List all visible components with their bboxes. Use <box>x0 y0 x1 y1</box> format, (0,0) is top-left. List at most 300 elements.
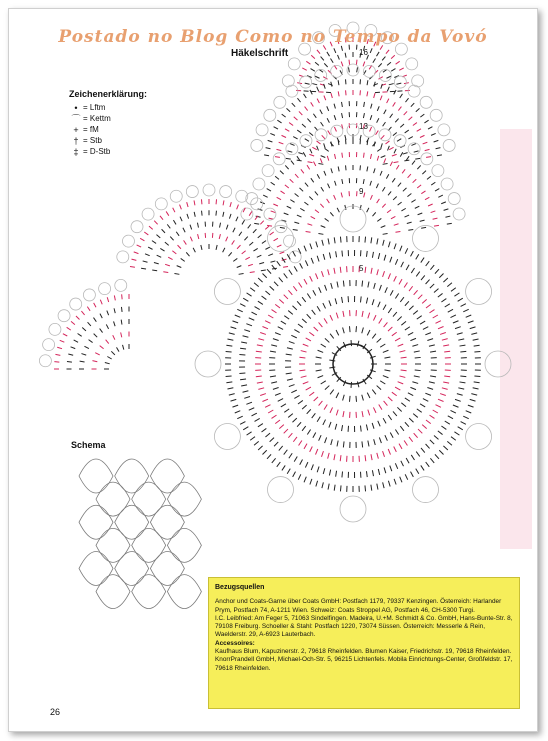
stitch-mark <box>429 310 434 313</box>
stitch-mark <box>376 52 379 56</box>
stitch-mark <box>306 231 311 232</box>
chain-loop <box>256 124 268 136</box>
stitch-mark <box>242 220 245 224</box>
stitch-mark <box>117 347 120 351</box>
stitch-mark <box>388 327 392 331</box>
stitch-mark <box>249 242 253 245</box>
stitch-mark <box>334 485 335 491</box>
stitch-mark <box>377 148 381 151</box>
stitch-mark <box>197 223 198 228</box>
stitch-mark <box>310 243 312 249</box>
stitch-mark <box>114 295 115 300</box>
stitch-mark <box>194 212 195 217</box>
stitch-mark <box>440 332 446 334</box>
stitch-mark <box>338 80 339 85</box>
stitch-mark <box>397 139 401 142</box>
stitch-mark <box>474 351 480 352</box>
stitch-mark <box>383 376 389 378</box>
stitch-mark <box>368 313 370 319</box>
stitch-mark <box>257 345 263 346</box>
stitch-mark <box>317 50 320 54</box>
chain-loop <box>49 323 61 335</box>
stitch-mark <box>431 182 435 185</box>
stitch-mark <box>249 211 252 215</box>
stitch-mark <box>279 425 284 429</box>
stitch-mark <box>60 340 65 342</box>
stitch-mark <box>413 414 418 418</box>
stitch-mark <box>284 213 289 215</box>
stitch-mark <box>293 137 297 139</box>
stitch-mark <box>298 153 303 154</box>
stitch-mark <box>288 414 293 418</box>
stitch-mark <box>288 290 292 295</box>
stitch-mark <box>391 55 395 58</box>
stitch-mark <box>383 164 388 165</box>
stitch-mark <box>310 479 312 485</box>
stitch-mark <box>82 328 86 331</box>
stitch-mark <box>422 299 427 303</box>
stitch-mark <box>180 217 182 222</box>
chain-loop <box>251 198 263 210</box>
stitch-mark <box>258 424 263 427</box>
stitch-mark <box>313 433 316 438</box>
stitch-mark <box>474 376 480 377</box>
stitch-mark <box>268 254 273 256</box>
center-ring <box>333 344 373 384</box>
stitch-mark <box>378 421 380 427</box>
stitch-mark <box>384 401 388 406</box>
stitch-mark <box>267 454 271 458</box>
stitch-mark <box>266 148 271 149</box>
stitch-mark <box>390 466 392 472</box>
stitch-mark <box>370 48 372 53</box>
stitch-mark <box>409 286 413 291</box>
stitch-mark <box>379 285 381 291</box>
stitch-mark <box>254 223 259 224</box>
stitch-mark <box>334 268 335 274</box>
stitch-mark <box>416 254 419 259</box>
stitch-mark <box>340 455 341 461</box>
stitch-mark <box>160 248 164 251</box>
stitch-mark <box>173 220 176 224</box>
stitch-mark <box>265 433 270 437</box>
stitch-mark <box>342 297 343 303</box>
chain-loop <box>466 279 492 305</box>
stitch-mark <box>411 268 414 273</box>
stitch-mark <box>430 440 434 444</box>
chain-loop <box>300 76 312 88</box>
stitch-mark <box>334 104 335 109</box>
stitch-mark <box>262 241 266 244</box>
stitch-mark <box>334 237 335 243</box>
stitch-mark <box>366 251 367 257</box>
stitch-mark <box>425 333 431 335</box>
stitch-mark <box>300 188 304 191</box>
stitch-mark <box>321 122 324 126</box>
stitch-mark <box>407 222 412 223</box>
stitch-mark <box>447 223 452 224</box>
stitch-mark <box>294 395 299 398</box>
stitch-mark <box>383 122 386 126</box>
stitch-mark <box>315 449 317 455</box>
stitch-mark <box>308 162 313 163</box>
stitch-mark <box>367 393 370 398</box>
stitch-mark <box>334 454 335 460</box>
stitch-mark <box>273 204 278 206</box>
stitch-mark <box>425 149 430 150</box>
stitch-mark <box>413 123 417 126</box>
stitch-mark <box>400 297 404 302</box>
stitch-mark <box>237 416 242 419</box>
suppliers-box <box>208 577 520 709</box>
stitch-mark <box>360 426 361 432</box>
stitch-mark <box>325 437 327 443</box>
stitch-mark <box>421 191 425 194</box>
stitch-mark <box>152 270 157 271</box>
stitch-mark <box>379 405 382 410</box>
stitch-mark <box>366 425 367 431</box>
stitch-mark <box>343 441 344 447</box>
stitch-mark <box>343 281 344 287</box>
chain-loop <box>340 496 366 522</box>
stitch-mark <box>470 327 476 329</box>
stitch-mark <box>281 321 286 324</box>
stitch-mark <box>345 135 346 140</box>
stitch-mark <box>470 399 476 401</box>
stitch-mark <box>325 148 329 151</box>
stitch-mark <box>334 48 336 53</box>
stitch-mark <box>287 469 290 474</box>
chain-loop <box>186 186 198 198</box>
stitch-mark <box>237 205 239 210</box>
stitch-mark <box>400 246 402 252</box>
stitch-mark <box>330 59 333 63</box>
stitch-mark <box>226 225 228 230</box>
stitch-mark <box>365 267 366 273</box>
stitch-mark <box>415 158 420 159</box>
stitch-mark <box>400 426 404 431</box>
stitch-mark <box>309 132 313 135</box>
stitch-mark <box>337 282 338 288</box>
stitch-mark <box>423 327 428 330</box>
stitch-mark <box>390 290 393 295</box>
stitch-mark <box>306 61 310 64</box>
stitch-mark <box>302 319 306 323</box>
stitch-mark <box>284 273 288 278</box>
stitch-mark <box>281 404 286 407</box>
single-crochet-icon: + <box>73 124 79 135</box>
stitch-mark <box>401 208 405 211</box>
chain-loop <box>466 424 492 450</box>
stitch-mark <box>438 326 444 328</box>
stitch-mark <box>216 245 217 250</box>
stitch-mark <box>363 113 364 118</box>
stitch-mark <box>323 468 325 474</box>
stitch-mark <box>471 333 477 334</box>
stitch-mark <box>458 298 463 301</box>
stitch-mark <box>317 99 319 103</box>
stitch-mark <box>309 392 314 396</box>
stitch-mark <box>232 405 238 407</box>
stitch-mark <box>277 245 282 247</box>
stitch-mark <box>290 144 295 146</box>
stitch-mark <box>89 340 93 343</box>
stitch-mark <box>338 91 339 96</box>
stitch-mark <box>268 315 273 318</box>
stitch-mark <box>318 164 323 165</box>
stitch-mark <box>244 397 250 399</box>
stitch-mark <box>246 324 252 326</box>
stitch-mark <box>391 69 395 72</box>
stitch-mark <box>379 318 382 323</box>
stitch-mark <box>277 462 281 467</box>
stitch-mark <box>243 298 248 301</box>
stitch-mark <box>114 321 116 326</box>
stitch-mark <box>265 226 269 229</box>
stitch-mark <box>415 357 421 358</box>
stitch-mark <box>409 418 413 422</box>
stitch-mark <box>279 277 283 282</box>
diagram-title: Häkelschrift <box>231 48 289 59</box>
stitch-mark <box>408 174 411 178</box>
stitch-mark <box>343 327 345 333</box>
schema-motif <box>79 505 113 539</box>
stitch-mark <box>378 469 379 475</box>
stitch-mark <box>458 339 464 340</box>
stitch-mark <box>105 363 110 364</box>
stitch-mark <box>395 293 398 298</box>
stitch-mark <box>240 348 246 349</box>
stitch-mark <box>331 93 332 98</box>
stitch-mark <box>372 334 376 339</box>
stitch-mark <box>244 237 247 241</box>
stitch-mark <box>362 327 364 333</box>
stitch-mark <box>437 155 442 156</box>
stitch-mark <box>390 161 392 165</box>
stitch-mark <box>154 221 157 225</box>
stitch-mark <box>439 450 443 454</box>
stitch-mark <box>313 290 316 295</box>
stitch-mark <box>435 189 439 192</box>
legend-title: Zeichenerklärung: <box>69 89 148 99</box>
stitch-mark <box>287 348 293 349</box>
stitch-mark <box>290 179 294 182</box>
stitch-mark <box>409 117 413 120</box>
stitch-mark <box>258 339 264 341</box>
stitch-mark <box>381 143 382 148</box>
stitch-mark <box>121 307 122 312</box>
stitch-mark <box>388 242 390 248</box>
stitch-mark <box>223 248 225 252</box>
stitch-mark <box>167 224 170 228</box>
stitch-mark <box>321 57 324 61</box>
stitch-mark <box>180 205 182 210</box>
stitch-mark <box>324 84 326 89</box>
stitch-mark <box>170 237 173 241</box>
stitch-mark <box>292 418 296 422</box>
stitch-mark <box>331 439 333 445</box>
stitch-mark <box>279 142 284 144</box>
stitch-mark <box>229 214 231 219</box>
round-number: 16 <box>359 48 368 57</box>
stitch-mark <box>237 266 242 268</box>
stitch-mark <box>420 404 425 407</box>
stitch-mark <box>428 204 433 206</box>
chain-loop <box>441 178 453 190</box>
stitch-mark <box>71 347 76 349</box>
stitch-mark <box>311 258 313 264</box>
stitch-mark <box>396 165 399 169</box>
stitch-mark <box>433 315 438 318</box>
stitch-mark <box>278 327 283 330</box>
stitch-mark <box>334 115 336 120</box>
stitch-mark <box>346 165 347 170</box>
stitch-mark <box>434 140 439 142</box>
stitch-mark <box>473 388 479 389</box>
stitch-mark <box>412 161 415 165</box>
chain-loop <box>413 225 439 251</box>
stitch-mark <box>362 411 363 417</box>
stitch-mark <box>424 120 428 123</box>
schema-motif <box>150 505 184 539</box>
stitch-mark <box>393 132 397 135</box>
stitch-mark <box>277 261 281 266</box>
stitch-mark <box>254 283 259 287</box>
stitch-mark <box>430 351 436 352</box>
stitch-mark <box>416 469 419 474</box>
stitch-mark <box>411 455 414 460</box>
schema-motif <box>150 459 184 493</box>
stitch-mark <box>392 154 397 156</box>
stitch-mark <box>239 274 244 275</box>
stitch-mark <box>94 334 98 338</box>
chain-loop <box>413 477 439 503</box>
stitch-mark <box>411 144 416 146</box>
stitch-mark <box>362 441 363 447</box>
stitch-mark <box>410 338 416 340</box>
stitch-mark <box>430 265 434 270</box>
stitch-mark <box>418 429 422 433</box>
stitch-mark <box>315 62 319 65</box>
stitch-mark <box>443 278 447 282</box>
stitch-mark <box>268 410 273 413</box>
stitch-mark <box>325 218 329 221</box>
stitch-mark <box>374 168 375 173</box>
stitch-mark <box>57 347 62 348</box>
stitch-mark <box>371 237 372 243</box>
round-number: 13 <box>359 122 368 131</box>
stitch-mark <box>312 310 316 315</box>
stitch-mark <box>111 351 115 355</box>
stitch-mark <box>328 269 330 275</box>
stitch-mark <box>445 421 450 424</box>
stitch-mark <box>328 184 330 189</box>
schema-motif <box>167 528 201 562</box>
stitch-mark <box>373 315 376 320</box>
symbol-legend <box>69 89 147 157</box>
stitch-mark <box>431 211 436 213</box>
chain-loop <box>214 279 240 305</box>
stitch-mark <box>165 264 170 266</box>
stitch-mark <box>383 418 386 423</box>
stitch-mark <box>398 107 401 111</box>
stitch-mark <box>371 268 372 274</box>
stitch-mark <box>349 326 350 332</box>
stitch-mark <box>377 238 378 244</box>
stitch-mark <box>324 318 327 323</box>
stitch-mark <box>280 191 284 194</box>
schema-motif <box>79 459 113 493</box>
stitch-mark <box>280 252 285 254</box>
stitch-mark <box>121 320 122 325</box>
stitch-mark <box>416 452 420 457</box>
stitch-mark <box>405 398 410 401</box>
stitch-mark <box>329 300 331 306</box>
stitch-mark <box>71 321 75 324</box>
stitch-mark <box>121 332 122 337</box>
stitch-mark <box>270 232 274 235</box>
stitch-mark <box>275 176 279 179</box>
stitch-mark <box>436 321 441 324</box>
stitch-mark <box>380 381 385 384</box>
stitch-mark <box>280 227 285 228</box>
stitch-mark <box>330 334 334 339</box>
stitch-mark <box>277 120 281 123</box>
stitch-mark <box>398 183 401 187</box>
stitch-mark <box>315 273 317 279</box>
stitch-mark <box>322 482 323 488</box>
legend-item: ‡ = D-Stb <box>69 146 147 157</box>
stitch-mark <box>422 425 427 429</box>
double-crochet-icon: † <box>73 135 79 146</box>
stitch-mark <box>357 381 358 387</box>
stitch-mark <box>152 241 156 244</box>
stitch-mark <box>149 226 153 229</box>
stitch-mark <box>271 382 277 383</box>
stitch-mark <box>262 296 267 300</box>
stitch-mark <box>427 176 431 179</box>
stitch-mark <box>311 178 314 182</box>
stitch-mark <box>311 55 315 58</box>
stitch-mark <box>228 252 231 256</box>
stitch-mark <box>253 229 256 233</box>
stitch-mark <box>255 418 260 421</box>
stitch-mark <box>411 200 415 203</box>
stitch-mark <box>418 213 423 215</box>
stitch-mark <box>420 114 424 117</box>
legend-item: • = Lftm <box>69 102 147 113</box>
stitch-mark <box>193 248 195 252</box>
stitch-mark <box>429 345 435 346</box>
stitch-mark <box>338 167 339 172</box>
round-number: 5 <box>359 264 364 273</box>
stitch-mark <box>453 321 459 323</box>
stitch-mark <box>74 340 78 342</box>
stitch-mark <box>298 474 301 479</box>
stitch-mark <box>474 345 480 346</box>
stitch-mark <box>356 60 357 65</box>
stitch-mark <box>390 433 393 438</box>
stitch-mark <box>220 223 221 228</box>
stitch-mark <box>229 333 235 334</box>
stitch-mark <box>323 254 325 260</box>
stitch-mark <box>310 447 313 452</box>
stitch-mark <box>321 156 326 158</box>
stitch-mark <box>374 283 376 289</box>
stitch-mark <box>245 257 249 259</box>
stitch-mark <box>282 114 286 117</box>
stitch-mark <box>434 435 438 439</box>
